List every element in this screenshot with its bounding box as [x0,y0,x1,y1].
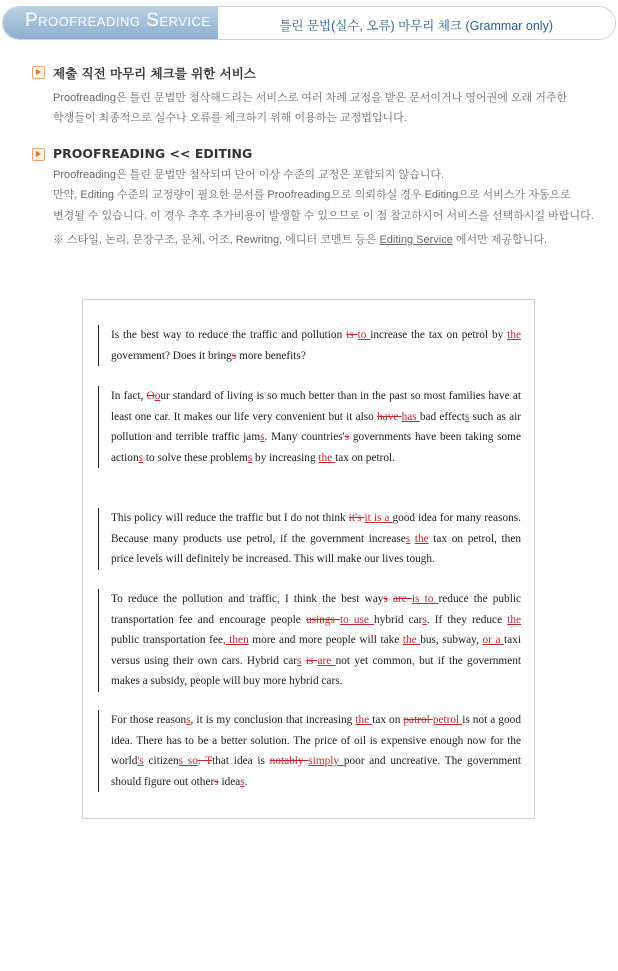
original-text: bad effect [419,410,465,423]
original-text: citizen [143,755,179,767]
inserted-correction: s [297,654,302,667]
inserted-correction: 's [137,755,144,767]
original-text: more benefits? [236,349,306,362]
original-text: I think the best way [279,593,384,605]
original-text: . [244,775,248,788]
original-text: . If they reduce [426,613,508,626]
inserted-correction: to [357,329,371,341]
inserted-correction: , then [222,634,249,646]
inserted-correction: the [355,714,373,726]
section-text-line: 만약, Editing 수준의 교정량이 필요한 문서를 Proofreading으로 의뢰하실 경우 Editing으로 서비스가 자동으로 [53,189,571,201]
section-text-line: Proofreading은 틀린 문법만 첨삭되며 단어 이상 수준의 교정은 포함되지 않습니다. [53,169,445,181]
original-text: poor and uncreative. The government should figure out other [111,755,521,788]
deleted-text: usings [305,613,340,626]
editing-note [53,231,547,247]
arrow-bullet-icon [32,66,45,79]
section-text-line: Proofreading은 틀린 문법만 첨삭해드리는 서비스로 여러 차례 교정을 받은 문서이거나 영어권에 오래 거주한 [53,92,568,104]
inserted-correction: s [464,410,470,423]
inserted-correction: are [317,654,336,667]
original-text: idea [218,775,241,788]
inserted-correction: s [138,451,144,464]
note-suffix: 에서만 제공합니다. [452,234,548,246]
arrow-bullet-icon [32,148,45,161]
deleted-text: s [231,349,237,362]
inserted-correction: the [507,329,521,341]
paragraph-text [111,589,521,692]
deleted-text: are [392,593,412,605]
brand-title: Proofreading Service [25,10,211,31]
inserted-correction: s so [178,755,198,767]
document-paragraph [98,386,521,468]
document-paragraph [98,508,521,570]
original-text: that idea is [212,755,270,767]
section-text-line: 변경될 수 있습니다. 이 경우 추후 추가비용이 발생할 수 있으므로 이 점 참고하시어 서비스를 선택하시길 바랍니다. [53,210,594,222]
inserted-correction: has [401,410,420,423]
original-text: more and more people will take [248,634,403,646]
section-title: PROOFREADING << EDITING [53,146,253,161]
inserted-correction: s [240,775,245,788]
sample-document [82,299,535,819]
inserted-correction: s [186,714,191,726]
original-text: is not a good idea. There has to be a better solution. The price of oil is expensive enough now for the world [111,714,521,767]
deleted-text: it's [348,512,365,524]
inserted-correction: s [405,532,411,545]
document-paragraph [98,589,521,692]
original-text: Is the best way to reduce the traffic and pollution [111,329,347,341]
deleted-text: is [346,329,358,341]
paragraph-text [111,386,521,468]
service-header [2,6,616,40]
inserted-correction: s [260,431,265,443]
inserted-correction: is to [411,593,439,605]
inserted-correction: , [276,593,280,605]
deleted-text: . T [197,755,213,767]
original-text: This policy will reduce the traffic but I do not think [111,512,349,524]
original-text: taxi versus using their own cars. Hybrid car [111,634,521,667]
deleted-text: s [214,775,219,788]
deleted-text: O [146,390,155,402]
document-paragraph [98,710,521,792]
original-text: To reduce the pollution and traffic [111,593,277,605]
deleted-text: is [305,654,318,667]
note-prefix: ※ 스타일, 논리, 문장구조, 문체, 어조, Rewritng, 에디터 코멘트 등은 [53,234,380,246]
original-text: not yet common [335,654,412,667]
deleted-text: notably [269,755,309,767]
deleted-text: patrol [403,714,433,726]
original-text: . Many countries' [264,431,345,443]
deleted-text: s [344,431,350,443]
inserted-correction: s [422,613,427,626]
original-text: such as air pollution and terrible traffic jam [111,410,521,443]
editing-service-link[interactable]: Editing Service [379,234,453,246]
brand-banner [3,7,218,39]
original-text: by increasing [252,451,319,464]
original-text: governments have been taking some action [111,431,521,464]
original-text: tax on petrol. [335,451,395,464]
original-text: public transportation fee [111,634,223,646]
original-text: tax on petrol, then price levels will definitely be increased. This will make our lives tough. [111,532,521,565]
inserted-correction: the [507,613,522,626]
original-text: good idea for many reasons. Because many products use petrol, if the government increase [111,512,521,545]
original-text: government? Does it bring [111,349,232,362]
original-text: For those reason [111,714,187,726]
inserted-correction: to use [339,613,375,626]
inserted-correction: it is a [364,512,393,524]
inserted-correction: s [247,451,253,464]
section-text-line: 학생들이 최종적으로 실수나 오류를 체크하기 위해 이용하는 교정법입니다. [53,112,407,124]
section-title: 제출 직전 마무리 체크를 위한 서비스 [53,66,256,81]
original-text: increase the tax on petrol by [370,329,508,341]
inserted-correction: or a [482,634,505,646]
original-text: ur standard of living is so much better than in the past so most families have at least one car. It makes our life very convenient but it also [111,390,522,423]
deleted-text: s [383,593,388,605]
inserted-correction: the [402,634,421,646]
paragraph-text [111,710,521,792]
original-text: but if the government makes a subsidy, people will buy more hybrid cars. [111,654,522,687]
document-paragraph [98,325,521,366]
inserted-correction: petrol [432,714,463,726]
paragraph-text [111,325,521,366]
inserted-correction: the [414,532,429,545]
inserted-correction: simply [308,755,344,767]
original-text: , it is my conclusion that increasing [190,714,356,726]
inserted-correction: the [318,451,336,464]
deleted-text: have [377,410,402,423]
original-text: tax on [372,714,404,726]
original-text: In fact, [111,390,147,402]
original-text: to solve these problem [143,451,248,464]
inserted-correction: o [154,390,161,402]
inserted-correction: , [411,654,415,667]
paragraph-text [111,508,521,570]
header-subtitle: 틀린 문법(실수, 오류) 마무리 체크 (Grammar only) [279,19,553,33]
original-text: reduce the public transportation fee and encourage people [111,593,521,626]
original-text: hybrid car [374,613,423,626]
original-text: bus, subway, [420,634,483,646]
